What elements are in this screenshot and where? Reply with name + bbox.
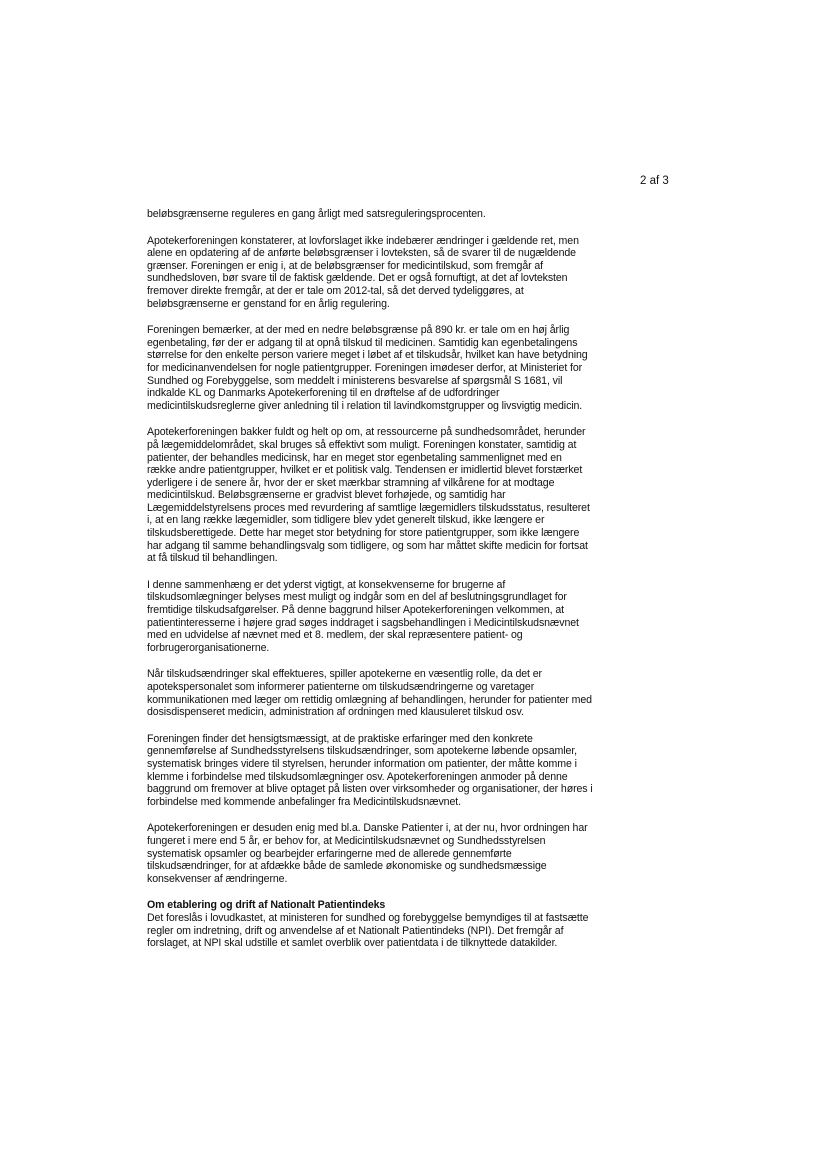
text-line: forbrugerorganisationerne.: [147, 641, 270, 654]
text-line: forslaget, at NPI skal udstille et samlet overblik over patientdata i de tilknyttede datakilder.: [147, 937, 558, 950]
text-line: Det foreslås i lovudkastet, at ministeren for sundhed og forebyggelse bemyndiges til at fastsætte: [147, 911, 589, 924]
text-line: forbindelse med kommende anbefalinger fra Medicintilskudsnævnet.: [147, 795, 461, 808]
text-line: yderligere i de senere år, hvor der er sket mærkbar stramning af vilkårene for at modtage: [147, 476, 555, 489]
text-line: Apotekerforeningen er desuden enig med bl.a. Danske Patienter i, at der nu, hvor ordningen har: [147, 822, 588, 835]
text-line: apotekspersonalet som informerer patienterne om tilskudsændringerne og varetager: [147, 681, 535, 693]
paragraph-regulation-note: [147, 208, 682, 221]
paragraph-danske-patienter: [147, 822, 682, 885]
text-line: Apotekerforeningen konstaterer, at lovforslaget ikke indebærer ændringer i gældende ret, men: [147, 234, 579, 247]
text-line: klemme i forbindelse med tilskudsomlægninger osv. Apotekerforeningen anmoder på denne: [147, 770, 568, 783]
text-line: med en udvidelse af nævnet med et 8. medlem, der skal repræsentere patient- og: [147, 629, 523, 642]
text-line: gennemførelse af Sundhedsstyrelsens tilskudsændringer, som apotekerne løbende opsamler,: [147, 745, 578, 758]
text-line: egenbetaling, før der er adgang til at opnå tilskud til medicinen. Samtidig kan egenbetalingens: [147, 336, 578, 349]
text-line: har adgang til samme behandlingsvalg som tidligere, og som har måttet skifte medicin for fortsat: [147, 539, 588, 552]
page-number: 2 af 3: [640, 175, 669, 187]
text-line: tilskudsændringer, for at afdække både de samlede økonomiske og sundhedsmæssige: [147, 860, 547, 873]
text-line: for medicinanvendelsen for nogle patientgrupper. Foreningen imødeser derfor, at Ministeriet for: [147, 361, 583, 374]
text-line: Når tilskudsændringer skal effektueres, spiller apotekerne en væsentlig rolle, da det er: [147, 668, 542, 681]
text-line: Sundhed og Forebyggelse, som meddelt i ministerens besvarelse af spørgsmål S 1681, vil: [147, 374, 563, 387]
text-line: fremtidige tilskudsafgørelser. På denne baggrund hilser Apotekerforeningen velkommen, at: [147, 604, 564, 617]
text-line: beløbsgrænserne er genstand for en årlig regulering.: [147, 297, 390, 310]
text-line: systematisk bringes videre til styrelsen, herunder information om patienter, der måtte komme i: [147, 757, 577, 770]
text-line: fremover direkte fremgår, at der er tale om 2012-tal, så det derved tydeliggøres, at: [147, 284, 524, 297]
text-line: kommunikationen med læger om rettidig omlægning af behandlingen, herunder for patienter med: [147, 693, 592, 706]
text-line: Apotekerforeningen bakker fuldt og helt op om, at ressourcerne på sundhedsområdet, herunder: [147, 426, 586, 439]
text-line: patientinteresserne i højere grad søges inddraget i sagsbehandlingen i Medicintilskudsnævnet: [147, 616, 579, 629]
text-line: i, at en lang række lægemidler, som tidligere blev ydet generelt tilskud, ikke længere er: [147, 514, 545, 527]
text-line: dosisdispenseret medicin, administration af ordningen med klausuleret tilskud osv.: [147, 706, 524, 719]
section-heading: Om etablering og drift af Nationalt Patientindeks: [147, 899, 386, 912]
text-line: Foreningen finder det hensigtsmæssigt, at de praktiske erfaringer med den konkrete: [147, 732, 533, 745]
text-line: systematisk opsamler og bearbejder erfaringerne med de allerede gennemførte: [147, 847, 512, 860]
text-line: størrelse for den enkelte person variere meget i løbet af et tilskudsår, hvilket kan have betydning: [147, 349, 588, 362]
paragraph-practical-experience: [147, 733, 682, 809]
text-line: at få tilskud til behandlingen.: [147, 552, 278, 565]
text-line: sundhedsloven, bør svare til de faktisk gældende. Det er også fornuftigt, at det af lovteksten: [147, 272, 568, 285]
text-line: patienter, der behandles medicinsk, har en meget stor egenbetaling sammenlignet med en: [147, 451, 562, 464]
paragraph-payment-threshold: [147, 324, 682, 412]
text-line: tilskudsomlægninger belyses mest muligt og indgår som en del af beslutningsgrundlaget for: [147, 591, 567, 604]
text-line: beløbsgrænserne reguleres en gang årligt med satsreguleringsprocenten.: [147, 208, 486, 220]
section-npi: [147, 899, 682, 949]
text-line: I denne sammenhæng er det yderst vigtigt, at konsekvenserne for brugerne af: [147, 578, 506, 591]
text-line: fungeret i mere end 5 år, er behov for, at Medicintilskudsnævnet og Sundhedsstyrelsen: [147, 834, 546, 847]
paragraph-resources: [147, 426, 682, 565]
document-body: [147, 208, 682, 950]
text-line: Foreningen bemærker, at der med en nedre beløbsgrænse på 890 kr. er tale om en høj årlig: [147, 324, 570, 337]
paragraph-consequences: [147, 579, 682, 655]
text-line: regler om indretning, drift og anvendelse af et Nationalt Patientindeks (NPI). Det fremgår af: [147, 924, 564, 937]
text-line: indkalde KL og Danmarks Apotekerforening til en drøftelse af de udfordringer: [147, 387, 500, 400]
text-line: grænser. Foreningen er enig i, at de beløbsgrænser for medicintilskud, som fremgår af: [147, 259, 544, 272]
text-line: tilskudsberettigede. Dette har meget stor betydning for store patientgrupper, som ikke længere: [147, 527, 580, 540]
paragraph-pharmacy-role: [147, 668, 682, 718]
text-line: Lægemiddelstyrelsens proces med revurdering af samtlige lægemidlers tilskudsstatus, resulteret: [147, 501, 590, 514]
text-line: række andre patientgrupper, hvilket er et politisk valg. Tendensen er imidlertid blevet forstærket: [147, 464, 583, 477]
text-line: medicintilskud. Beløbsgrænserne er gradvist blevet forhøjede, og samtidig har: [147, 489, 506, 502]
text-line: på lægemiddelområdet, skal bruges så effektivt som muligt. Foreningen konstater, samtidig at: [147, 438, 577, 451]
text-line: baggrund om fremover at blive optaget på listen over virksomheder og organisationer, der høres i: [147, 783, 593, 796]
text-line: alene en opdatering af de anførte beløbsgrænser i lovteksten, så de svarer til de nugældende: [147, 247, 576, 260]
text-line: medicintilskudsreglerne giver anledning til i relation til lavindkomstgrupper og livsvigtig medicin.: [147, 399, 583, 412]
paragraph-law-update: [147, 235, 682, 311]
text-line: konsekvenser af ændringerne.: [147, 872, 288, 885]
